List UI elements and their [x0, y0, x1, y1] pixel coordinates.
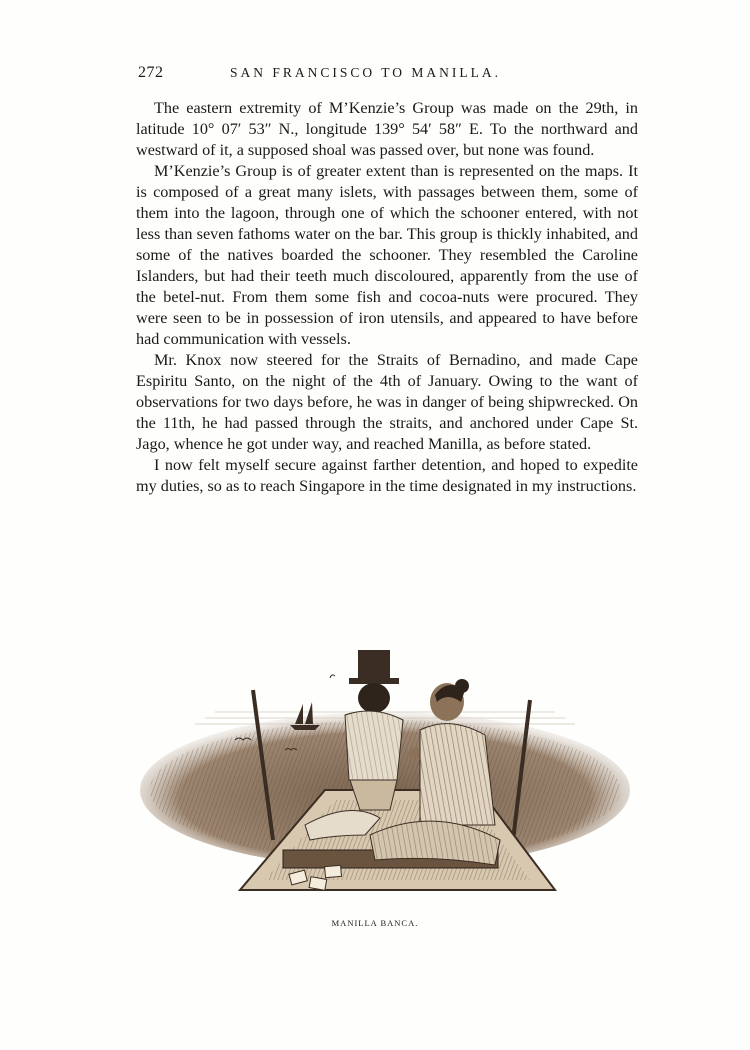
engraving-svg [135, 640, 635, 910]
paragraph-2: M’Kenzie’s Group is of greater extent than is represented on the maps. It is composed of a great many islets, with passages between them, some of them into the lagoon, through one of which the schooner entered, with not less than seven fathoms water on the bar. This group is thickly inhabited, and some of the natives boarded the schooner. They resembled the Caroline Islanders, but had their teeth much discoloured, apparently from the use of the betel-nut. From them some fish and cocoa-nuts were procured. They were seen to be in possession of iron utensils, and appeared to have before had communication with vessels. [136, 162, 638, 348]
illustration-manilla-banca [135, 640, 635, 910]
page-number: 272 [138, 64, 164, 81]
paragraph-1: The eastern extremity of M’Kenzie’s Group was made on the 29th, in latitude 10° 07′ 53″ N., longitude 139° 54′ 58″ E. To the northward and westward of it, a supposed shoal was passed over, but none was found. [136, 99, 638, 159]
paragraph-4: I now felt myself secure against farther detention, and hoped to expedite my duties, so as to reach Singapore in the time designated in my instructions. [136, 456, 638, 495]
page-header [138, 64, 638, 86]
paragraph-3: Mr. Knox now steered for the Straits of Bernadino, and made Cape Espiritu Santo, on the night of the 4th of January. Owing to the want of observations for two days before, he was in danger of being shipwrecked. On the 11th, he had passed through the straits, and anchored under Cape St. Jago, whence he got under way, and reached Manilla, as before stated. [136, 351, 638, 453]
illustration-caption: MANILLA BANCA. [331, 918, 419, 928]
body-text [136, 98, 638, 497]
running-head: SAN FRANCISCO TO MANILLA. [230, 65, 502, 80]
